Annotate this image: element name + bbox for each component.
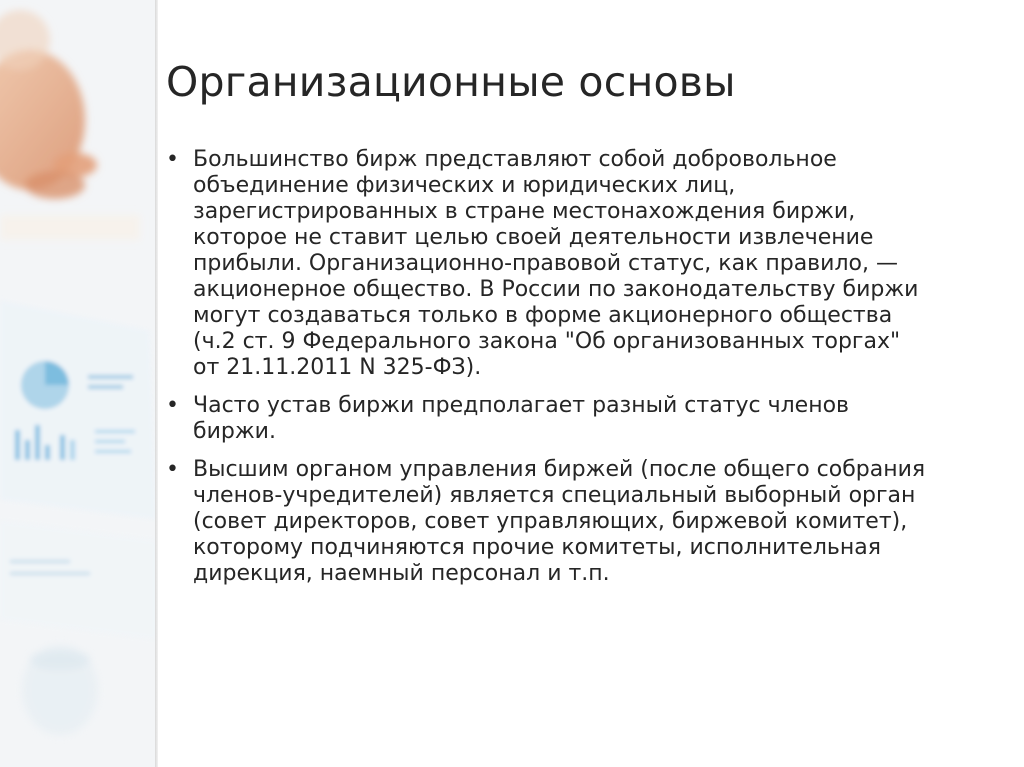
slide-title: Организационные основы: [166, 58, 736, 106]
side-divider: [155, 0, 158, 767]
decorative-side-photo: [0, 0, 157, 767]
bullet-dot-icon: •: [166, 393, 179, 418]
bullet-text: Высшим органом управления биржей (после общего собрания членов-учредителей) является специальный выборный орган (совет директоров, совет управляющих, биржевой комитет), которому подчиняются прочие комитеты, исполнительная дирекция, наемный персонал и т.п.: [193, 457, 926, 586]
bullet-dot-icon: •: [166, 147, 179, 172]
bullet-dot-icon: •: [166, 457, 179, 482]
bullet-text: Большинство бирж представляют собой добровольное объединение физических и юридических лиц, зарегистрированных в стране местонахождения биржи, которое не ставит целью своей деятельности извлечение прибыли. Организационно-правовой статус, как правило, — акционерное общество. В России по законодательству биржи могут создаваться только в форме акционерного общества (ч.2 ст. 9 Федерального закона "Об организованных торгах" от 21.11.2011 N 325-ФЗ).: [193, 147, 919, 380]
bullet-item: [166, 457, 926, 587]
bullet-item: [166, 147, 926, 381]
bullet-text: Часто устав биржи предполагает разный статус членов биржи.: [193, 393, 850, 444]
bullet-item: [166, 393, 926, 445]
bullet-list: [166, 147, 926, 599]
office-desk-photo-icon: [0, 0, 157, 767]
